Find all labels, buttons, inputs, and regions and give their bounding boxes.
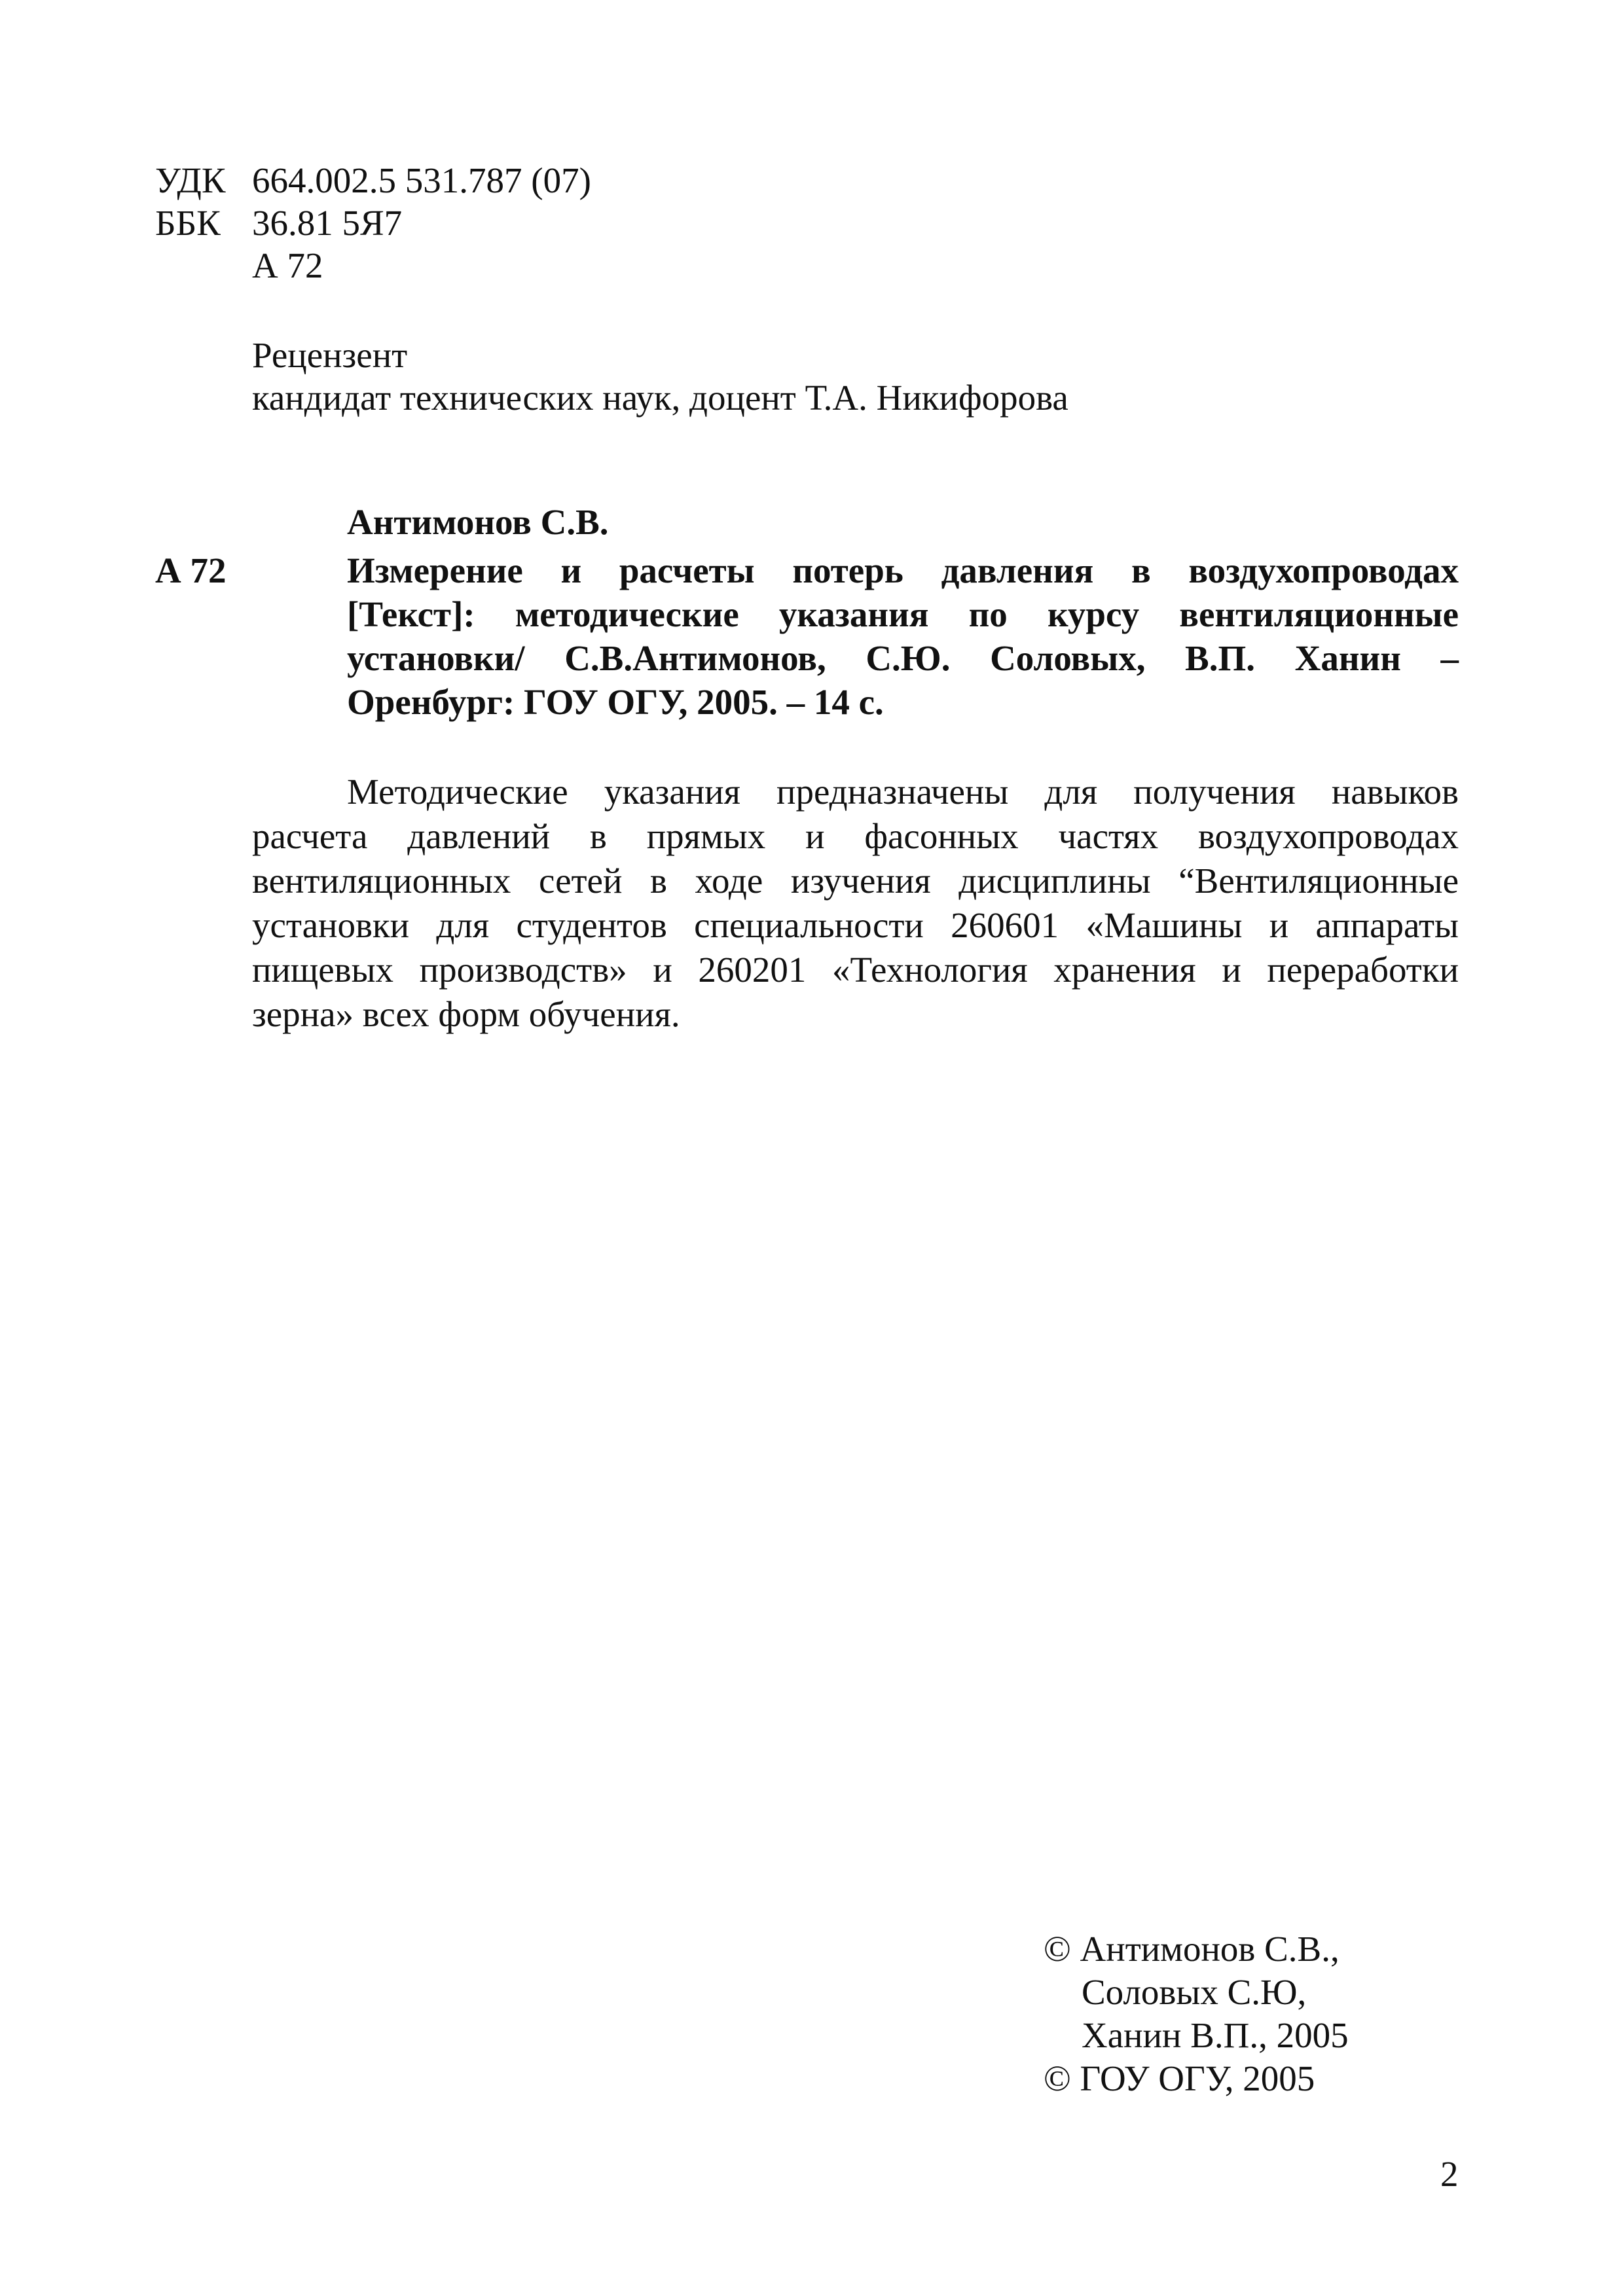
- copyright-line-2: Соловых С.Ю,: [1082, 1972, 1307, 2012]
- bib-line-1: Измерение и расчеты потерь давления в воздухопроводах: [347, 550, 1459, 590]
- abstract-line-2: расчета давлений в прямых и фасонных частях воздухопроводах: [252, 816, 1459, 856]
- copyright-line-1: © Антимонов С.В.,: [1044, 1929, 1340, 1969]
- copyright-line-4: © ГОУ ОГУ, 2005: [1044, 2058, 1315, 2098]
- udk-label: УДК: [155, 160, 226, 200]
- page-number: 2: [1440, 2154, 1459, 2194]
- bib-author: Антимонов С.В.: [347, 502, 609, 542]
- reviewer-heading: Рецензент: [252, 335, 408, 375]
- abstract-line-5: пищевых производств» и 260201 «Технология хранения и переработки: [252, 950, 1459, 990]
- bib-line-4: Оренбург: ГОУ ОГУ, 2005. – 14 с.: [347, 682, 884, 722]
- udk-value: 664.002.5 531.787 (07): [252, 160, 591, 200]
- abstract-line-3: вентиляционных сетей в ходе изучения дисциплины “Вентиляционные: [252, 861, 1459, 901]
- bib-line-2: [Текст]: методические указания по курсу вентиляционные: [347, 594, 1459, 634]
- reviewer-name: кандидат технических наук, доцент Т.А. Никифорова: [252, 378, 1068, 418]
- bbk-label: ББК: [155, 203, 221, 243]
- abstract-line-6: зерна» всех форм обучения.: [252, 994, 680, 1034]
- bbk-value: 36.81 5Я7: [252, 203, 403, 243]
- author-mark: А 72: [252, 245, 323, 285]
- abstract-line-1: Методические указания предназначены для получения навыков: [347, 772, 1459, 812]
- bib-line-3: установки/ С.В.Антимонов, С.Ю. Соловых, В.П. Ханин –: [347, 638, 1459, 678]
- copyright-line-3: Ханин В.П., 2005: [1082, 2015, 1349, 2055]
- abstract-line-4: установки для студентов специальности 260601 «Машины и аппараты: [252, 905, 1459, 945]
- bib-mark: А 72: [155, 550, 227, 590]
